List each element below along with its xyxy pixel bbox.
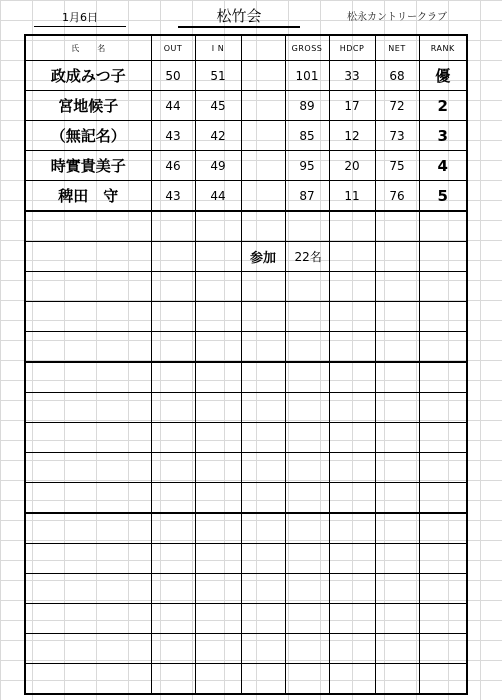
cell-gross: 85 bbox=[285, 121, 329, 151]
empty-cell bbox=[285, 544, 329, 574]
empty-cell bbox=[329, 393, 375, 423]
empty-cell bbox=[285, 634, 329, 664]
empty-cell bbox=[195, 362, 241, 393]
empty-cell bbox=[25, 362, 151, 393]
empty-cell bbox=[195, 393, 241, 423]
col-header-name: 氏名 bbox=[25, 35, 151, 61]
empty-cell bbox=[375, 574, 419, 604]
empty-cell bbox=[329, 634, 375, 664]
cell-gross: 89 bbox=[285, 91, 329, 121]
empty-cell bbox=[419, 362, 467, 393]
empty-cell bbox=[285, 302, 329, 332]
cell-gross: 95 bbox=[285, 151, 329, 181]
empty-cell bbox=[151, 544, 195, 574]
cell-hdcp: 17 bbox=[329, 91, 375, 121]
table-row bbox=[25, 393, 467, 423]
empty-cell bbox=[25, 272, 151, 302]
empty-cell bbox=[285, 483, 329, 514]
empty-cell bbox=[151, 242, 195, 272]
empty-cell bbox=[151, 393, 195, 423]
cell-out: 43 bbox=[151, 121, 195, 151]
empty-cell bbox=[419, 453, 467, 483]
cell-net: 73 bbox=[375, 121, 419, 151]
empty-cell bbox=[375, 302, 419, 332]
empty-cell bbox=[195, 272, 241, 302]
cell-in: 51 bbox=[195, 61, 241, 91]
table-row bbox=[25, 423, 467, 453]
empty-cell bbox=[285, 574, 329, 604]
cell-in: 49 bbox=[195, 151, 241, 181]
empty-cell bbox=[329, 332, 375, 363]
empty-cell bbox=[329, 513, 375, 544]
cell-name: 宮地候子 bbox=[25, 91, 151, 121]
cell-out: 46 bbox=[151, 151, 195, 181]
empty-cell bbox=[375, 453, 419, 483]
empty-cell bbox=[329, 272, 375, 302]
table-row bbox=[25, 634, 467, 664]
table-row bbox=[25, 181, 467, 212]
table-row bbox=[25, 513, 467, 544]
cell-extra bbox=[241, 181, 285, 212]
empty-cell bbox=[241, 544, 285, 574]
cell-extra bbox=[241, 151, 285, 181]
empty-cell bbox=[195, 453, 241, 483]
table-row bbox=[25, 91, 467, 121]
cell-name: （無記名） bbox=[25, 121, 151, 151]
cell-rank: 優 bbox=[419, 61, 467, 91]
empty-cell bbox=[285, 362, 329, 393]
empty-cell bbox=[151, 604, 195, 634]
cell-in: 42 bbox=[195, 121, 241, 151]
empty-cell bbox=[329, 544, 375, 574]
empty-cell bbox=[241, 453, 285, 483]
participation-count: 22名 bbox=[285, 242, 329, 272]
empty-cell bbox=[25, 513, 151, 544]
empty-cell bbox=[25, 574, 151, 604]
empty-cell bbox=[151, 453, 195, 483]
empty-cell bbox=[25, 302, 151, 332]
empty-cell bbox=[151, 272, 195, 302]
empty-cell bbox=[375, 634, 419, 664]
empty-cell bbox=[241, 574, 285, 604]
empty-cell bbox=[419, 544, 467, 574]
empty-cell bbox=[419, 664, 467, 695]
col-header-net: NET bbox=[375, 35, 419, 61]
empty-cell bbox=[419, 211, 467, 242]
empty-cell bbox=[241, 483, 285, 514]
empty-cell bbox=[195, 211, 241, 242]
cell-hdcp: 20 bbox=[329, 151, 375, 181]
col-header-rank: RANK bbox=[419, 35, 467, 61]
empty-cell bbox=[151, 332, 195, 363]
empty-cell bbox=[241, 634, 285, 664]
empty-cell bbox=[375, 423, 419, 453]
empty-cell bbox=[241, 302, 285, 332]
empty-cell bbox=[375, 242, 419, 272]
empty-cell bbox=[241, 362, 285, 393]
empty-cell bbox=[151, 634, 195, 664]
cell-gross: 87 bbox=[285, 181, 329, 212]
empty-cell bbox=[151, 574, 195, 604]
table-row bbox=[25, 242, 467, 272]
table-row bbox=[25, 483, 467, 514]
sheet-header bbox=[0, 0, 502, 34]
empty-cell bbox=[419, 423, 467, 453]
empty-cell bbox=[375, 604, 419, 634]
empty-cell bbox=[285, 423, 329, 453]
cell-name: 稗田 守 bbox=[25, 181, 151, 212]
cell-in: 45 bbox=[195, 91, 241, 121]
empty-cell bbox=[195, 302, 241, 332]
empty-cell bbox=[419, 332, 467, 363]
cell-extra bbox=[241, 121, 285, 151]
empty-cell bbox=[375, 544, 419, 574]
empty-cell bbox=[151, 211, 195, 242]
empty-cell bbox=[195, 242, 241, 272]
empty-cell bbox=[195, 574, 241, 604]
col-header-in: I N bbox=[195, 35, 241, 61]
table-row bbox=[25, 362, 467, 393]
empty-cell bbox=[25, 544, 151, 574]
cell-extra bbox=[241, 91, 285, 121]
cell-name: 政成みつ子 bbox=[25, 61, 151, 91]
empty-cell bbox=[151, 362, 195, 393]
col-header-blank bbox=[241, 35, 285, 61]
col-header-hdcp: HDCP bbox=[329, 35, 375, 61]
table-row bbox=[25, 453, 467, 483]
col-header-gross: GROSS bbox=[285, 35, 329, 61]
cell-out: 43 bbox=[151, 181, 195, 212]
empty-cell bbox=[329, 302, 375, 332]
cell-out: 44 bbox=[151, 91, 195, 121]
empty-cell bbox=[375, 513, 419, 544]
cell-hdcp: 33 bbox=[329, 61, 375, 91]
club-name: 松永カントリークラブ bbox=[347, 12, 447, 23]
empty-cell bbox=[241, 604, 285, 634]
empty-cell bbox=[25, 483, 151, 514]
table-row bbox=[25, 332, 467, 363]
empty-cell bbox=[241, 211, 285, 242]
empty-cell bbox=[285, 513, 329, 544]
empty-cell bbox=[195, 332, 241, 363]
empty-cell bbox=[195, 664, 241, 695]
empty-cell bbox=[329, 423, 375, 453]
empty-cell bbox=[285, 393, 329, 423]
cell-rank: 3 bbox=[419, 121, 467, 151]
empty-cell bbox=[285, 453, 329, 483]
empty-cell bbox=[419, 272, 467, 302]
cell-rank: 4 bbox=[419, 151, 467, 181]
cell-rank: 5 bbox=[419, 181, 467, 212]
empty-cell bbox=[241, 423, 285, 453]
empty-cell bbox=[375, 664, 419, 695]
event-date: 1月6日 bbox=[34, 10, 126, 27]
empty-cell bbox=[419, 574, 467, 604]
empty-cell bbox=[195, 513, 241, 544]
table-row bbox=[25, 574, 467, 604]
empty-cell bbox=[195, 483, 241, 514]
table-row bbox=[25, 121, 467, 151]
empty-cell bbox=[151, 664, 195, 695]
empty-cell bbox=[285, 604, 329, 634]
empty-cell bbox=[285, 664, 329, 695]
cell-gross: 101 bbox=[285, 61, 329, 91]
table-row bbox=[25, 544, 467, 574]
empty-cell bbox=[25, 453, 151, 483]
empty-cell bbox=[375, 272, 419, 302]
empty-cell bbox=[25, 332, 151, 363]
empty-cell bbox=[375, 362, 419, 393]
empty-cell bbox=[151, 423, 195, 453]
empty-cell bbox=[151, 302, 195, 332]
empty-cell bbox=[25, 604, 151, 634]
empty-cell bbox=[241, 272, 285, 302]
empty-cell bbox=[195, 544, 241, 574]
empty-cell bbox=[329, 574, 375, 604]
table-row bbox=[25, 211, 467, 242]
empty-cell bbox=[195, 634, 241, 664]
empty-cell bbox=[25, 664, 151, 695]
table-row bbox=[25, 664, 467, 695]
empty-cell bbox=[419, 634, 467, 664]
table-row bbox=[25, 151, 467, 181]
empty-cell bbox=[285, 272, 329, 302]
empty-cell bbox=[285, 211, 329, 242]
empty-cell bbox=[285, 332, 329, 363]
empty-cell bbox=[375, 211, 419, 242]
empty-cell bbox=[419, 242, 467, 272]
table-row bbox=[25, 604, 467, 634]
empty-cell bbox=[329, 604, 375, 634]
col-header-out: OUT bbox=[151, 35, 195, 61]
empty-cell bbox=[419, 604, 467, 634]
empty-cell bbox=[329, 453, 375, 483]
empty-cell bbox=[195, 423, 241, 453]
empty-cell bbox=[375, 483, 419, 514]
empty-cell bbox=[25, 393, 151, 423]
empty-cell bbox=[25, 634, 151, 664]
empty-cell bbox=[375, 393, 419, 423]
cell-net: 75 bbox=[375, 151, 419, 181]
empty-cell bbox=[241, 513, 285, 544]
event-title: 松竹会 bbox=[178, 6, 300, 28]
cell-net: 76 bbox=[375, 181, 419, 212]
empty-cell bbox=[419, 393, 467, 423]
empty-cell bbox=[25, 423, 151, 453]
cell-in: 44 bbox=[195, 181, 241, 212]
empty-cell bbox=[195, 604, 241, 634]
cell-hdcp: 11 bbox=[329, 181, 375, 212]
empty-cell bbox=[375, 332, 419, 363]
empty-cell bbox=[151, 483, 195, 514]
empty-cell bbox=[25, 242, 151, 272]
table-row bbox=[25, 61, 467, 91]
score-table bbox=[24, 34, 468, 695]
empty-cell bbox=[329, 483, 375, 514]
cell-rank: 2 bbox=[419, 91, 467, 121]
cell-net: 68 bbox=[375, 61, 419, 91]
cell-net: 72 bbox=[375, 91, 419, 121]
cell-out: 50 bbox=[151, 61, 195, 91]
empty-cell bbox=[419, 513, 467, 544]
cell-extra bbox=[241, 61, 285, 91]
empty-cell bbox=[419, 302, 467, 332]
table-row bbox=[25, 302, 467, 332]
table-row bbox=[25, 272, 467, 302]
empty-cell bbox=[329, 211, 375, 242]
cell-name: 時實貴美子 bbox=[25, 151, 151, 181]
empty-cell bbox=[241, 393, 285, 423]
empty-cell bbox=[329, 242, 375, 272]
empty-cell bbox=[329, 362, 375, 393]
table-header-row bbox=[25, 35, 467, 61]
empty-cell bbox=[241, 332, 285, 363]
empty-cell bbox=[25, 211, 151, 242]
empty-cell bbox=[329, 664, 375, 695]
cell-hdcp: 12 bbox=[329, 121, 375, 151]
participation-label: 参加 bbox=[241, 242, 285, 272]
empty-cell bbox=[151, 513, 195, 544]
empty-cell bbox=[241, 664, 285, 695]
empty-cell bbox=[419, 483, 467, 514]
